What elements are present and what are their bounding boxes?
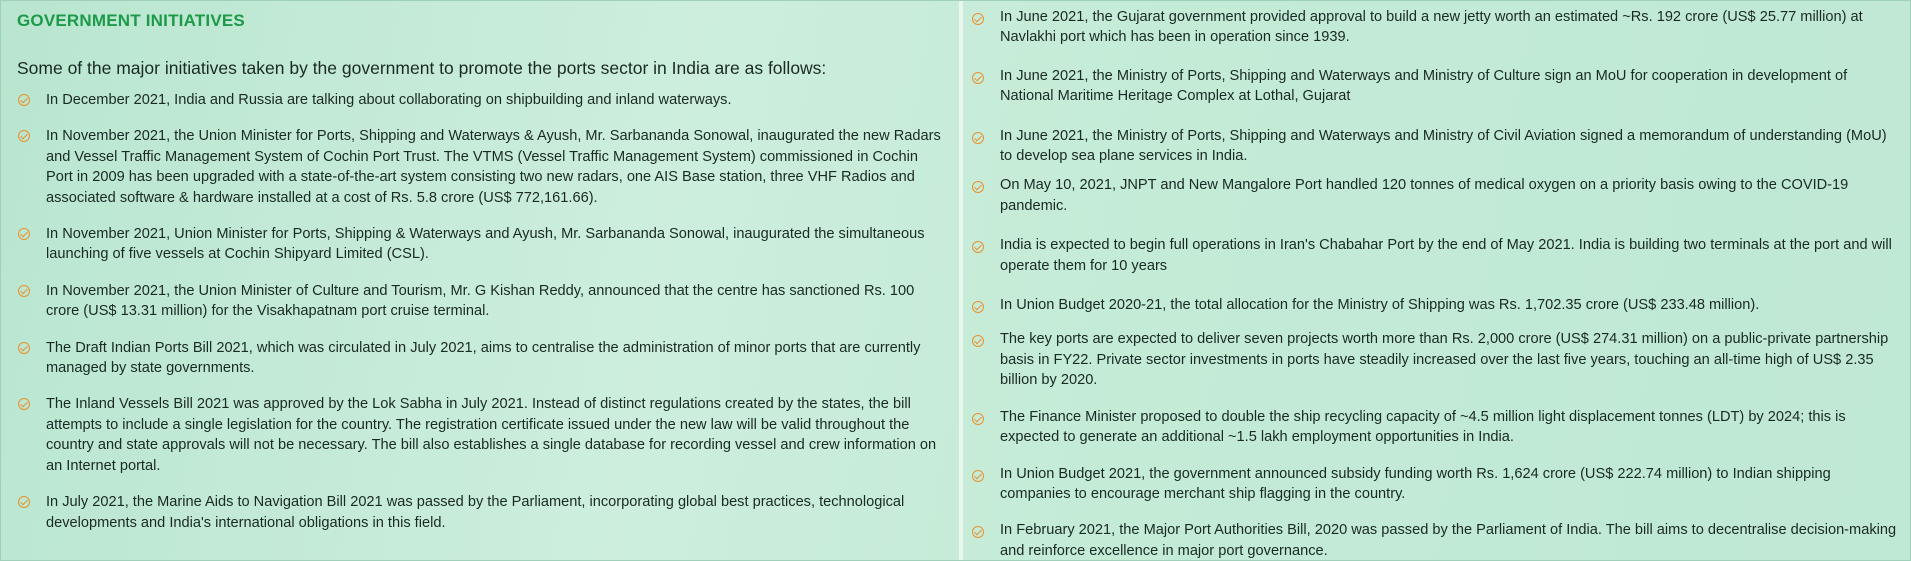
- list-item: [971, 235, 1900, 276]
- check-circle-icon: [18, 130, 30, 142]
- list-item: [971, 464, 1900, 505]
- check-circle-icon: [972, 72, 984, 84]
- list-item: [17, 126, 945, 208]
- list-item: [971, 520, 1900, 561]
- right-column: [963, 1, 1908, 560]
- list-item: [971, 329, 1900, 390]
- list-item-text: The Draft Indian Ports Bill 2021, which was circulated in July 2021, aims to centralise the administration of minor ports that are currently managed by state governments.: [46, 339, 921, 377]
- check-circle-icon: [972, 413, 984, 425]
- left-column: [5, 1, 959, 560]
- list-item-text: In Union Budget 2020-21, the total allocation for the Ministry of Shipping was Rs. 1,702.35 crore (US$ 233.48 million).: [1000, 297, 1760, 314]
- list-item: [17, 338, 945, 379]
- list-item-text: In June 2021, the Ministry of Ports, Shipping and Waterways and Ministry of Civil Aviation signed a memorandum of understanding (MoU) to develop sea plane services in India.: [1000, 127, 1887, 165]
- list-item: [17, 492, 945, 533]
- check-circle-icon: [18, 342, 30, 354]
- check-circle-icon: [972, 13, 984, 25]
- check-circle-icon: [18, 398, 30, 410]
- check-circle-icon: [972, 132, 984, 144]
- list-item-text: In June 2021, the Ministry of Ports, Shipping and Waterways and Ministry of Culture sign an MoU for cooperation in development of National Maritime Heritage Complex at Lothal, Gujarat: [1000, 67, 1848, 105]
- check-circle-icon: [972, 526, 984, 538]
- list-item-text: In November 2021, Union Minister for Ports, Shipping & Waterways and Ayush, Mr. Sarbananda Sonowal, inaugurated the simultaneous launching of five vessels at Cochin Shipyard Limited (CSL).: [46, 226, 925, 263]
- check-circle-icon: [972, 301, 984, 313]
- list-item-text: The Inland Vessels Bill 2021 was approved by the Lok Sabha in July 2021. Instead of distinct regulations created by the states, the bill attempts to include a single legislation for the country. The registration certificate issued under the new law will be valid throughout the country and state approvals will not be necessary. The bill also establishes a single database for recording vessel and crew information on an Internet portal.: [46, 396, 937, 474]
- list-item-text: In Union Budget 2021, the government announced subsidy funding worth Rs. 1,624 crore (US$ 222.74 million) to Indian shipping companies to encourage merchant ship flagging in the country.: [1000, 465, 1831, 502]
- list-item: [17, 224, 945, 265]
- list-item: [17, 90, 945, 110]
- initiatives-list-left: [17, 90, 945, 533]
- check-circle-icon: [18, 94, 30, 106]
- list-item: [17, 281, 945, 322]
- check-circle-icon: [972, 335, 984, 347]
- list-item-text: India is expected to begin full operations in Iran's Chabahar Port by the end of May 2021. India is building two terminals at the port and will operate them for 10 years: [1000, 237, 1892, 274]
- list-item-text: On May 10, 2021, JNPT and New Mangalore Port handled 120 tonnes of medical oxygen on a priority basis owing to the COVID-19 pandemic.: [1000, 177, 1849, 214]
- list-item-text: In June 2021, the Gujarat government provided approval to build a new jetty worth an estimated ~Rs. 192 crore (US$ 25.77 million) at Navlakhi port which has been in operation since 1939.: [1000, 9, 1863, 46]
- list-item: [17, 394, 945, 476]
- check-circle-icon: [18, 228, 30, 240]
- check-circle-icon: [18, 496, 30, 508]
- list-item: [971, 175, 1900, 216]
- check-circle-icon: [972, 470, 984, 482]
- list-item-text: The key ports are expected to deliver seven projects worth more than Rs. 2,000 crore (US$ 274.31 million) on a public-private partnership basis in FY22. Private sector investments in ports have steadily increased over the last five years, touching an all-time high of US$ 2.35 billion by 2020.: [1000, 331, 1889, 389]
- section-intro: Some of the major initiatives taken by the government to promote the ports sector in India are as follows:: [17, 58, 827, 78]
- list-item-text: In February 2021, the Major Port Authorities Bill, 2020 was passed by the Parliament of India. The bill aims to decentralise decision-making and reinforce excellence in major port governance.: [1000, 522, 1897, 559]
- list-item: [971, 66, 1900, 107]
- check-circle-icon: [18, 285, 30, 297]
- list-item: [971, 295, 1900, 315]
- initiatives-list-right: [971, 7, 1900, 561]
- check-circle-icon: [972, 181, 984, 193]
- check-circle-icon: [972, 241, 984, 253]
- list-item-text: In November 2021, the Union Minister for Ports, Shipping and Waterways & Ayush, Mr. Sarbananda Sonowal, inaugurated the new Radars and Vessel Traffic Management System of Cochin Port Trust. The VTMS (Vessel Traffic Management System) commissioned in Cochin Port in 2009 has been upgraded with a state-of-the-art system consisting two new radars, one AIS Base station, three VHF Radios and associated software & hardware installed at a cost of Rs. 5.8 crore (US$ 772,161.66).: [46, 128, 941, 206]
- list-item: [971, 126, 1900, 167]
- list-item: [971, 7, 1900, 48]
- list-item-text: In November 2021, the Union Minister of Culture and Tourism, Mr. G Kishan Reddy, announced that the centre has sanctioned Rs. 100 crore (US$ 13.31 million) for the Visakhapatnam port cruise terminal.: [46, 282, 915, 320]
- list-item-text: In July 2021, the Marine Aids to Navigation Bill 2021 was passed by the Parliament, incorporating global best practices, technological developments and India's international obligations in this field.: [46, 494, 905, 531]
- list-item-text: The Finance Minister proposed to double the ship recycling capacity of ~4.5 million light displacement tonnes (LDT) by 2024; this is expected to generate an additional ~1.5 lakh employment opportunities in India.: [1000, 408, 1846, 446]
- list-item-text: In December 2021, India and Russia are talking about collaborating on shipbuilding and inland waterways.: [46, 92, 732, 108]
- section-title: GOVERNMENT INITIATIVES: [17, 11, 245, 30]
- list-item: [971, 407, 1900, 448]
